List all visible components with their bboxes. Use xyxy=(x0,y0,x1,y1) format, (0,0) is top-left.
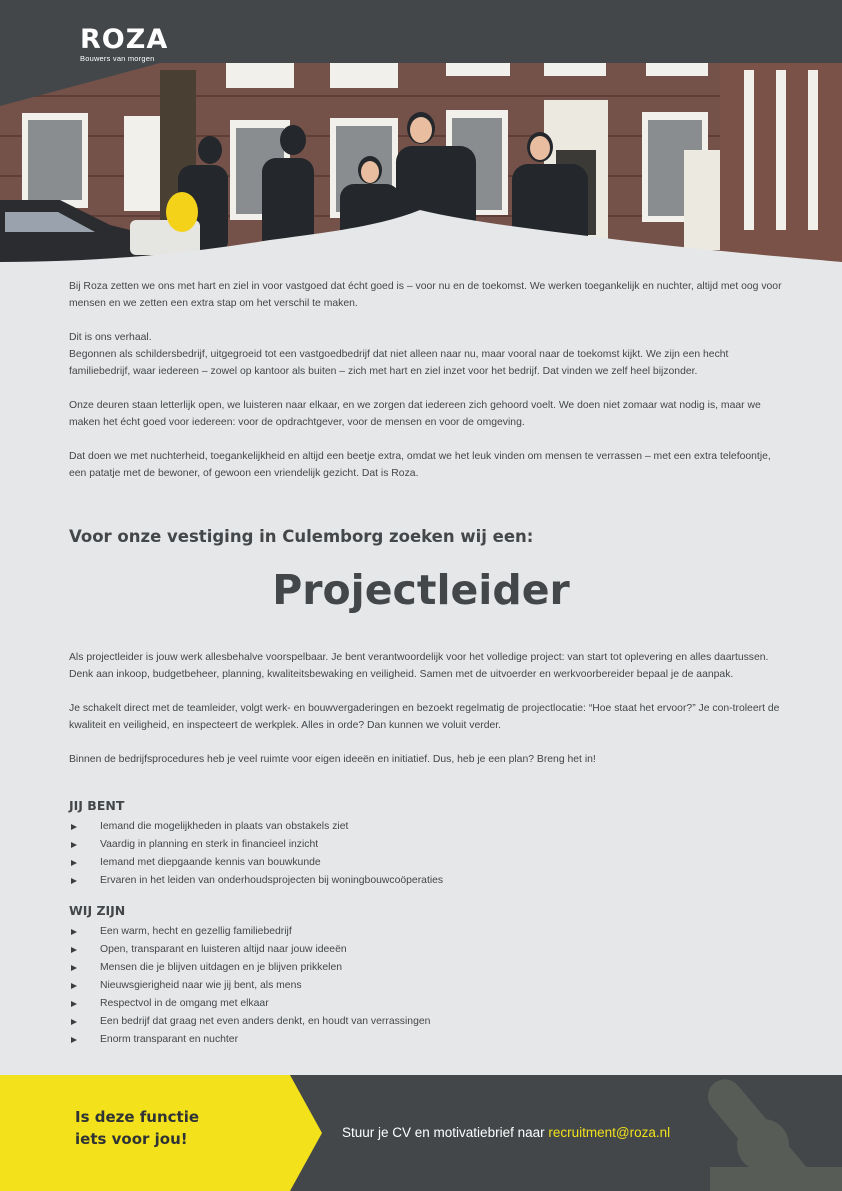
list-item xyxy=(69,977,785,995)
list-item-text: Enorm transparant en nuchter xyxy=(100,1034,239,1045)
wij-zijn-heading: WIJ ZIJN xyxy=(69,903,126,918)
list-item-text: Open, transparant en luisteren altijd naar jouw ideeën xyxy=(100,944,347,955)
logo-wordmark: ROZA xyxy=(80,24,169,55)
wij-zijn-section xyxy=(69,903,785,1049)
cta-line-1: Is deze functie xyxy=(75,1108,200,1126)
intro-section xyxy=(69,278,785,499)
bullet-triangle-icon xyxy=(71,965,77,971)
list-item xyxy=(69,959,785,977)
cta-heading xyxy=(75,1106,199,1150)
list-item xyxy=(69,941,785,959)
list-item-text: Respectvol in de omgang met elkaar xyxy=(100,998,269,1009)
apply-instructions xyxy=(342,1125,670,1140)
roza-logo xyxy=(80,26,168,64)
bullet-triangle-icon xyxy=(71,1019,77,1025)
jij-bent-list xyxy=(69,818,785,890)
role-paragraph: Als projectleider is jouw werk allesbehalve voorspelbaar. Je bent verantwoordelijk voor het volledige project: van start tot oplevering en alles daartussen. Denk aan inkoop, budgetbeheer, planning, kwaliteitsbewaking en veiligheid. Samen met de uitvoerder en werkvoorbereider bepaal je de aanpak. xyxy=(69,652,769,680)
list-item-text: Een bedrijf dat graag net even anders denkt, en houdt van verrassingen xyxy=(100,1016,431,1027)
intro-paragraph: Bij Roza zetten we ons met hart en ziel in voor vastgoed dat écht goed is – voor nu en de toekomst. We werken toegankelijk en nuchter, altijd met oog voor mensen en we zetten een extra stap om het verschil te maken. xyxy=(69,281,782,309)
list-item-text: Ervaren in het leiden van onderhoudsprojecten bij woningbouwcoöperaties xyxy=(100,875,444,886)
intro-paragraph: Dit is ons verhaal. Begonnen als schildersbedrijf, uitgegroeid tot een vastgoedbedrijf dat niet alleen naar nu, maar vooral naar de toekomst kijkt. We zijn een hecht familiebedrijf, waar iedereen – zowel op kantoor als buiten – zich met hart en ziel inzet voor het bedrijf. Dat vinden we zelf heel bijzonder. xyxy=(69,332,729,377)
bullet-triangle-icon xyxy=(71,1001,77,1007)
list-item xyxy=(69,836,785,854)
jij-bent-section xyxy=(69,798,785,890)
bullet-triangle-icon xyxy=(71,842,77,848)
bullet-triangle-icon xyxy=(71,947,77,953)
recruitment-email-link[interactable]: recruitment@roza.nl xyxy=(548,1125,671,1140)
footer-banner xyxy=(0,1075,842,1191)
role-paragraph: Je schakelt direct met de teamleider, volgt werk- en bouwvergaderingen en bezoekt regelmatig de projectlocatie: “Hoe staat het ervoor?” Je con-troleert de kwaliteit en veiligheid, en inspecteert de werkplek. Alles in orde? Dan kunnen we voluit verder. xyxy=(69,703,780,731)
apply-text: Stuur je CV en motivatiebrief naar xyxy=(342,1125,545,1140)
bullet-triangle-icon xyxy=(71,1037,77,1043)
bullet-triangle-icon xyxy=(71,983,77,989)
cta-line-2: iets voor jou! xyxy=(75,1130,188,1148)
list-item xyxy=(69,995,785,1013)
role-description xyxy=(69,649,785,785)
list-item-text: Iemand met diepgaande kennis van bouwkunde xyxy=(100,857,321,868)
list-item-text: Mensen die je blijven uitdagen en je blijven prikkelen xyxy=(100,962,343,973)
list-item xyxy=(69,923,785,941)
list-item-text: Nieuwsgierigheid naar wie jij bent, als mens xyxy=(100,980,302,991)
list-item xyxy=(69,854,785,872)
list-item xyxy=(69,818,785,836)
list-item xyxy=(69,1013,785,1031)
role-paragraph: Binnen de bedrijfsprocedures heb je veel ruimte voor eigen ideeën en initiatief. Dus, heb je een plan? Breng het in! xyxy=(69,754,596,765)
bullet-triangle-icon xyxy=(71,824,77,830)
list-item-text: Een warm, hecht en gezellig familiebedrijf xyxy=(100,926,292,937)
intro-paragraph: Onze deuren staan letterlijk open, we luisteren naar elkaar, en we zorgen dat iedereen zich gehoord voelt. We doen niet zomaar wat nodig is, maar we maken het écht goed voor iedereen: voor de opdrachtgever, voor de mensen en voor de omgeving. xyxy=(69,400,761,428)
list-item xyxy=(69,1031,785,1049)
vacancy-lead: Voor onze vestiging in Culemborg zoeken wij een: xyxy=(69,527,534,546)
bullet-triangle-icon xyxy=(71,878,77,884)
bullet-triangle-icon xyxy=(71,929,77,935)
logo-tagline: Bouwers van morgen xyxy=(80,54,155,63)
hero-banner xyxy=(0,0,842,270)
list-item xyxy=(69,872,785,890)
job-title: Projectleider xyxy=(272,566,570,614)
list-item-text: Iemand die mogelijkheden in plaats van obstakels ziet xyxy=(100,821,349,832)
bullet-triangle-icon xyxy=(71,860,77,866)
intro-paragraph: Dat doen we met nuchterheid, toegankelijkheid en altijd een beetje extra, omdat we het leuk vinden om mensen te verrassen – met een extra telefoontje, een patatje met de bewoner, of gewoon een vriendelijk gezicht. Dat is Roza. xyxy=(69,451,771,479)
list-item-text: Vaardig in planning en sterk in financieel inzicht xyxy=(100,839,319,850)
roza-brand-shape-icon xyxy=(701,1075,842,1191)
jij-bent-heading: JIJ BENT xyxy=(69,798,125,813)
wij-zijn-list xyxy=(69,923,785,1049)
